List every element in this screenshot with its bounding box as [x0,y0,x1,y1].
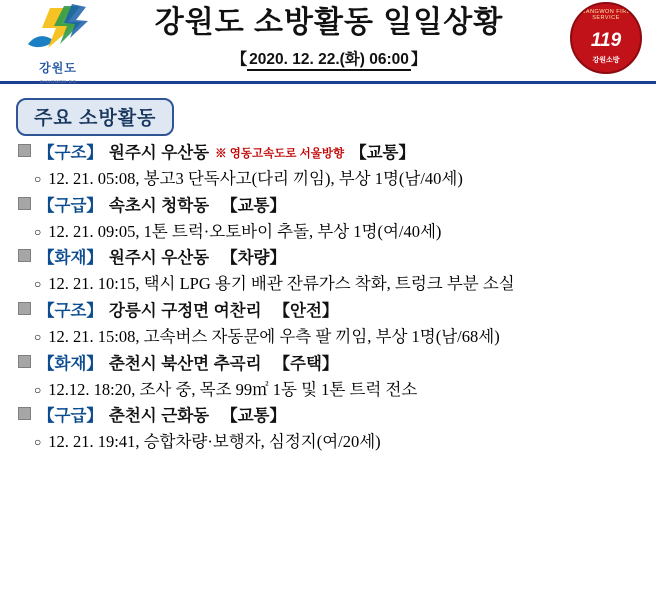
entry-detail: 12. 21. 05:08, 봉고3 단독사고(다리 끼임), 부상 1명(남/40세) [48,168,463,188]
emblem-sublabel: GANGWON-DO [39,79,77,84]
entry-place: 춘천시 근화동 [108,407,210,426]
entry-category: 【화재】 [38,354,103,373]
entry-category: 【구급】 [38,196,103,215]
entry-detail-row [14,272,646,297]
circle-bullet-icon: ○ [34,171,42,186]
entry-header [14,195,646,219]
entry-category: 【구조】 [38,144,103,162]
report-datetime [232,47,427,69]
filled-square-icon [18,144,31,157]
entry-category: 【구급】 [38,407,103,426]
section-title-wrap [16,98,656,136]
entry-category: 【구조】 [38,302,103,321]
page-header [0,0,656,84]
entry-place: 원주시 우산동 [108,144,210,162]
section-title: 주요 소방활동 [16,98,174,136]
date-text: 2020. 12. 22.(화) 06:00 [247,51,411,71]
list-item [14,300,646,350]
entry-tag: 【주택】 [273,354,339,373]
entry-place: 춘천시 북산면 추곡리 [108,354,262,373]
activity-list [0,142,656,455]
list-item [14,142,646,192]
entry-detail-row [14,167,646,192]
entry-detail: 12. 21. 19:41, 승합차량·보행자, 심정지(여/20세) [48,432,381,452]
entry-header [14,405,646,429]
emblem-label: 강원도 [39,61,77,75]
entry-place: 속초시 청학동 [108,196,210,215]
entry-place: 원주시 우산동 [108,249,210,268]
date-bracket-close: 】 [410,50,427,68]
filled-square-icon [18,249,31,262]
title-block [112,0,556,69]
badge-119-text: 119 [590,30,622,51]
list-item [14,405,646,455]
filled-square-icon [18,197,31,210]
entry-tag: 【교통】 [221,407,286,426]
filled-square-icon [18,407,31,420]
filled-square-icon [18,355,31,368]
list-item [14,195,646,245]
entry-note: ※ 영동고속도로 서울방향 [215,148,345,160]
circle-bullet-icon: ○ [34,435,42,450]
entry-header [14,300,646,324]
entry-tag: 【교통】 [350,144,415,162]
page-title: 강원도 소방활동 일일상황 [154,6,504,39]
circle-bullet-icon: ○ [34,277,42,292]
entry-detail-row [14,220,646,245]
fire-service-badge [556,1,652,79]
entry-detail-row [14,430,646,455]
filled-square-icon [18,302,31,315]
list-item [14,247,646,297]
entry-header [14,353,646,377]
entry-detail-row [14,325,646,350]
entry-category: 【화재】 [38,249,103,268]
gangwon-emblem [4,2,112,84]
entry-detail: 12. 21. 09:05, 1톤 트럭·오토바이 추돌, 부상 1명(여/40세) [48,221,442,241]
entry-tag: 【안전】 [273,302,339,321]
entry-header [14,247,646,271]
badge-circle [570,2,642,74]
entry-detail: 12. 21. 15:08, 고속버스 자동문에 우측 팔 끼임, 부상 1명(남/68세) [48,326,500,346]
entry-detail: 12. 21. 10:15, 택시 LPG 용기 배관 잔류가스 착화, 트렁크 부분 소실 [48,274,515,294]
entry-header [14,142,646,166]
date-bracket-open: 【 [231,50,248,68]
list-item [14,353,646,403]
circle-bullet-icon: ○ [34,329,42,344]
circle-bullet-icon: ○ [34,382,42,397]
badge-top-text: GANGWON FIRE SERVICE [581,9,631,21]
entry-place: 강릉시 구정면 여찬리 [108,302,262,321]
entry-tag: 【교통】 [221,196,286,215]
entry-detail-row [14,378,646,403]
badge-bottom-text: 강원소방 [592,57,620,64]
entry-detail: 12.12. 18:20, 조사 중, 목조 99㎡ 1동 및 1톤 트럭 전소 [48,379,418,399]
entry-tag: 【차량】 [221,249,286,268]
gangwon-emblem-graphic [20,4,96,52]
circle-bullet-icon: ○ [34,224,42,239]
